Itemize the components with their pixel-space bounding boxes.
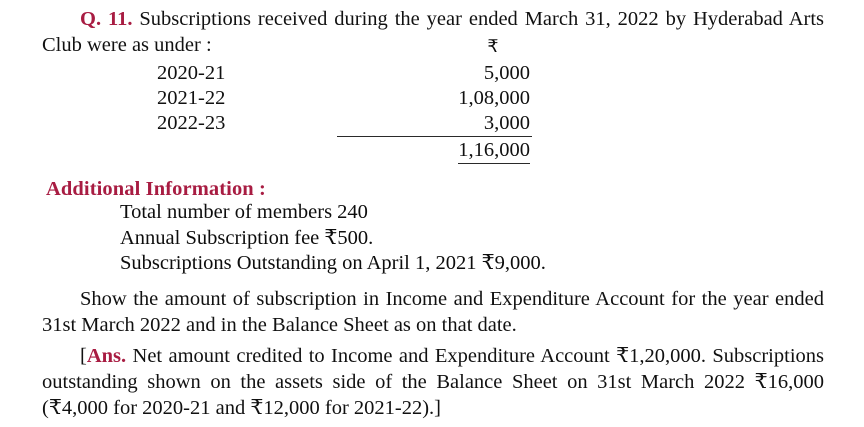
table-cell-year: 2020-21: [157, 62, 226, 84]
table-cell-amount: 5,000: [483, 62, 530, 84]
additional-information-heading: Additional Information :: [46, 178, 266, 200]
question-text-continued: Hyderabad Arts Club were as under :: [42, 8, 825, 56]
instruction-paragraph: Show the amount of subscription in Income and Expenditure Account for the year ended 31st March 2022 and in the Balance Sheet as on that date.: [42, 288, 824, 336]
total-value: 1,16,000: [458, 138, 530, 164]
question-number: Q. 11.: [80, 8, 133, 30]
answer-label: Ans.: [86, 345, 127, 367]
table-cell-total-amount: [337, 137, 532, 165]
currency-column-header: [452, 35, 534, 58]
table-row: [157, 86, 532, 111]
table-total-row: [157, 137, 532, 165]
table-cell-year: 2021-22: [157, 87, 226, 109]
table-cell-total-label: [157, 137, 337, 165]
list-item: Total number of members 240: [120, 201, 368, 223]
list-item: Annual Subscription fee ₹500.: [120, 226, 374, 249]
rupee-icon: ₹: [487, 37, 499, 57]
list-item: Subscriptions Outstanding on April 1, 2021 ₹9,000.: [120, 252, 546, 274]
table-row: [157, 61, 532, 86]
table-cell-year: 2022-23: [157, 112, 226, 134]
answer-text: Net amount credited to Income and Expenditure Account ₹1,20,000. Subscriptions outstanding shown on the assets side of the Balance Sheet on 31st March 2022 ₹16,000 (₹4,000 for 2020-21 and ₹12,000 for 2021-22).]: [42, 345, 824, 419]
additional-information-list: [120, 200, 740, 277]
answer-open-bracket: [: [80, 345, 87, 367]
table-row: [157, 111, 532, 137]
answer-paragraph: [42, 343, 824, 421]
table-cell-amount: 1,08,000: [458, 87, 530, 109]
subscriptions-table: [157, 61, 532, 164]
question-text: Subscriptions received during the year ended March 31, 2022 by: [139, 8, 687, 30]
table-cell-amount: 3,000: [483, 112, 530, 134]
question-paragraph: [42, 6, 824, 58]
